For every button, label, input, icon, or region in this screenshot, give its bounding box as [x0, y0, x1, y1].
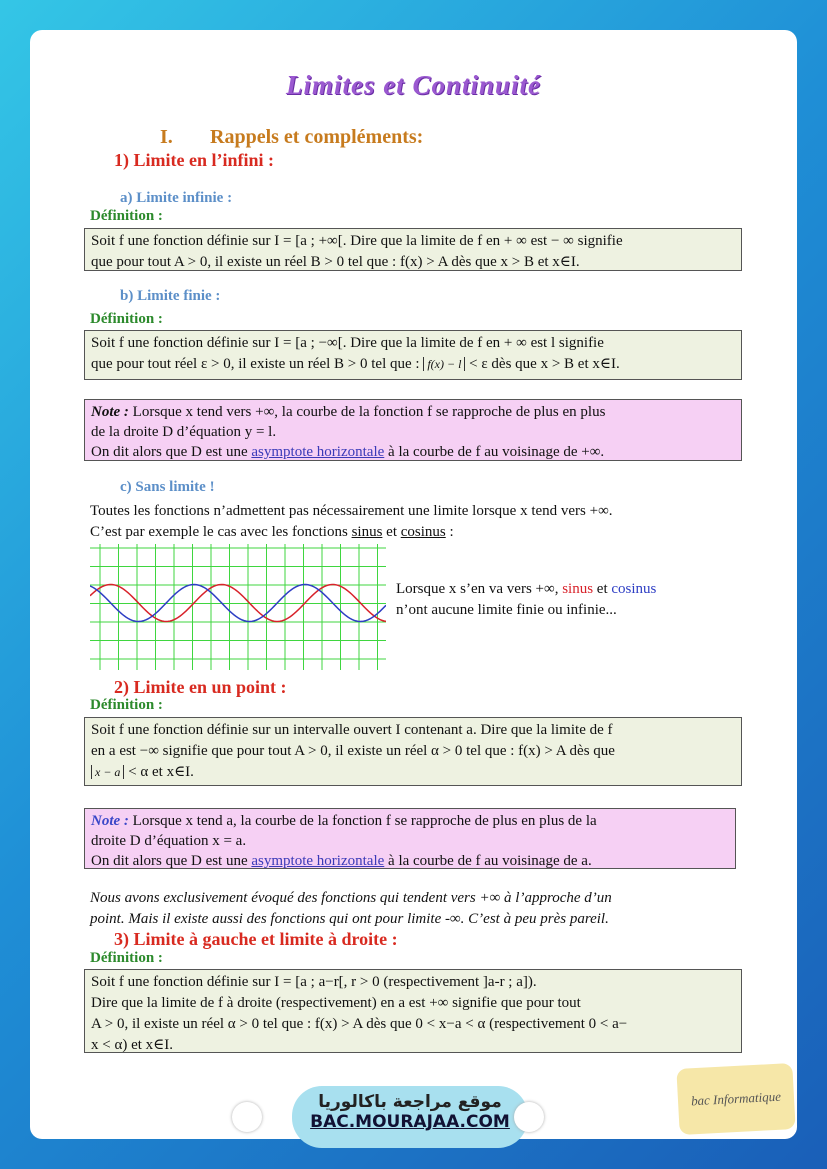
definition-label: Définition : [90, 311, 163, 327]
definition-line: en a est −∞ signifie que pour tout A > 0, il existe un réel α > 0 tel que : f(x) > A dès que [91, 743, 615, 759]
note-text: à la courbe de f au voisinage de +∞. [388, 444, 605, 460]
note-line: droite D d’équation x = a. [91, 833, 247, 849]
definition-line: x < α) et x∈I. [91, 1037, 173, 1053]
graph-grid [90, 544, 386, 670]
definition-line [91, 762, 735, 783]
remark-paragraph [90, 888, 612, 930]
note-text: On dit alors que D est une [91, 444, 248, 460]
note-line [91, 442, 735, 462]
footer-url-link[interactable]: BAC.MOURAJAA.COM [310, 1112, 510, 1132]
graph-caption [396, 579, 656, 621]
subsection-1a-heading: a) Limite infinie : [120, 190, 233, 206]
cosinus-word: cosinus [400, 524, 446, 540]
definition-line: Soit f une fonction définie sur I = [a ; +∞[. Dire que la limite de f en + ∞ est − ∞ signifie [91, 233, 623, 249]
page-title: Limites et Continuité [285, 70, 542, 100]
page [30, 30, 797, 1139]
definition-line: Dire que la limite de f à droite (respectivement) en a est +∞ signifie que pour tout [91, 995, 581, 1011]
note-box-horizontal-asymptote [84, 399, 742, 461]
paragraph-text: et [386, 524, 397, 540]
sinus-word: sinus [351, 524, 383, 540]
definition-text: < ε dès que x > B et x∈I. [469, 356, 620, 372]
definition-box-finite [84, 330, 742, 380]
definition-text: < α et x∈I. [128, 764, 194, 780]
definition-line: A > 0, il existe un réel α > 0 tel que : f(x) > A dès que 0 < x−a < α (respectivement 0 < a− [91, 1016, 628, 1032]
sans-limite-paragraph [90, 501, 613, 543]
absolute-value-expression: x − a [91, 765, 124, 779]
definition-box-point [84, 717, 742, 786]
definition-line [91, 354, 735, 375]
section-1-heading [160, 126, 423, 149]
footer-arabic-title: موقع مراجعة باكالوريا [318, 1092, 502, 1112]
subsection-1b-heading: b) Limite finie : [120, 288, 221, 304]
paragraph-line: Toutes les fonctions n’admettent pas nécessairement une limite lorsque x tend vers +∞. [90, 503, 613, 519]
subsection-1c-heading: c) Sans limite ! [120, 479, 215, 495]
sin-cos-graph [90, 544, 386, 670]
paragraph-line [90, 522, 613, 543]
note-text: Lorsque x tend a, la courbe de la fonction f se rapproche de plus en plus de la [132, 813, 597, 829]
note-line [91, 851, 729, 871]
remark-line: Nous avons exclusivement évoqué des fonctions qui tendent vers +∞ à l’approche d’un [90, 890, 612, 906]
definition-line: Soit f une fonction définie sur un intervalle ouvert I contenant a. Dire que la limite de f [91, 722, 613, 738]
subsection-1-heading: 1) Limite en l’infini : [114, 150, 274, 170]
remark-line: point. Mais il existe aussi des fonctions qui ont pour limite -∞. C’est à peu près pareil. [90, 911, 609, 927]
note-box-vertical-asymptote [84, 808, 736, 869]
subsection-2-heading: 2) Limite en un point : [114, 677, 287, 697]
note-line [91, 402, 735, 422]
definition-line: Soit f une fonction définie sur I = [a ; −∞[. Dire que la limite de f en + ∞ est l signifie [91, 335, 604, 351]
caption-text: et [596, 581, 608, 597]
definition-line: Soit f une fonction définie sur I = [a ; a−r[, r > 0 (respectivement ]a-r ; a]). [91, 974, 537, 990]
site-logo-left [232, 1102, 262, 1132]
note-text: On dit alors que D est une [91, 853, 248, 869]
caption-cosinus: cosinus [611, 581, 657, 597]
note-label: Note : [91, 813, 129, 829]
definition-label: Définition : [90, 697, 163, 713]
asymptote-link[interactable]: asymptote horizontale [251, 853, 385, 869]
definition-box-infinite [84, 228, 742, 271]
note-text: à la courbe de f au voisinage de a. [388, 853, 592, 869]
definition-label: Définition : [90, 208, 163, 224]
asymptote-link[interactable]: asymptote horizontale [251, 444, 385, 460]
note-label: Note : [91, 404, 129, 420]
paragraph-text: : [449, 524, 454, 540]
definition-line: que pour tout A > 0, il existe un réel B > 0 tel que : f(x) > A dès que x > B et x∈I. [91, 254, 580, 270]
subsection-3-heading: 3) Limite à gauche et limite à droite : [114, 929, 398, 949]
paragraph-text: C’est par exemple le cas avec les fonctions [90, 524, 348, 540]
definition-box-left-right [84, 969, 742, 1053]
bac-informatique-badge: bac Informatique [676, 1063, 795, 1135]
caption-sinus: sinus [562, 581, 594, 597]
caption-text: Lorsque x s’en va vers +∞, [396, 581, 559, 597]
note-line: de la droite D d’équation y = l. [91, 424, 277, 440]
definition-label: Définition : [90, 950, 163, 966]
caption-line: n’ont aucune limite finie ou infinie... [396, 602, 617, 618]
note-text: Lorsque x tend vers +∞, la courbe de la fonction f se rapproche de plus en plus [132, 404, 606, 420]
cosinus-curve [90, 585, 386, 622]
note-line [91, 811, 729, 831]
section-1-number: I. [160, 126, 173, 148]
absolute-value-expression: f(x) − l [423, 357, 465, 371]
site-logo-right [514, 1102, 544, 1132]
caption-line [396, 579, 656, 600]
section-1-label: Rappels et compléments: [210, 126, 424, 148]
definition-text: que pour tout réel ε > 0, il existe un réel B > 0 tel que : [91, 356, 420, 372]
footer-banner[interactable] [292, 1086, 528, 1148]
